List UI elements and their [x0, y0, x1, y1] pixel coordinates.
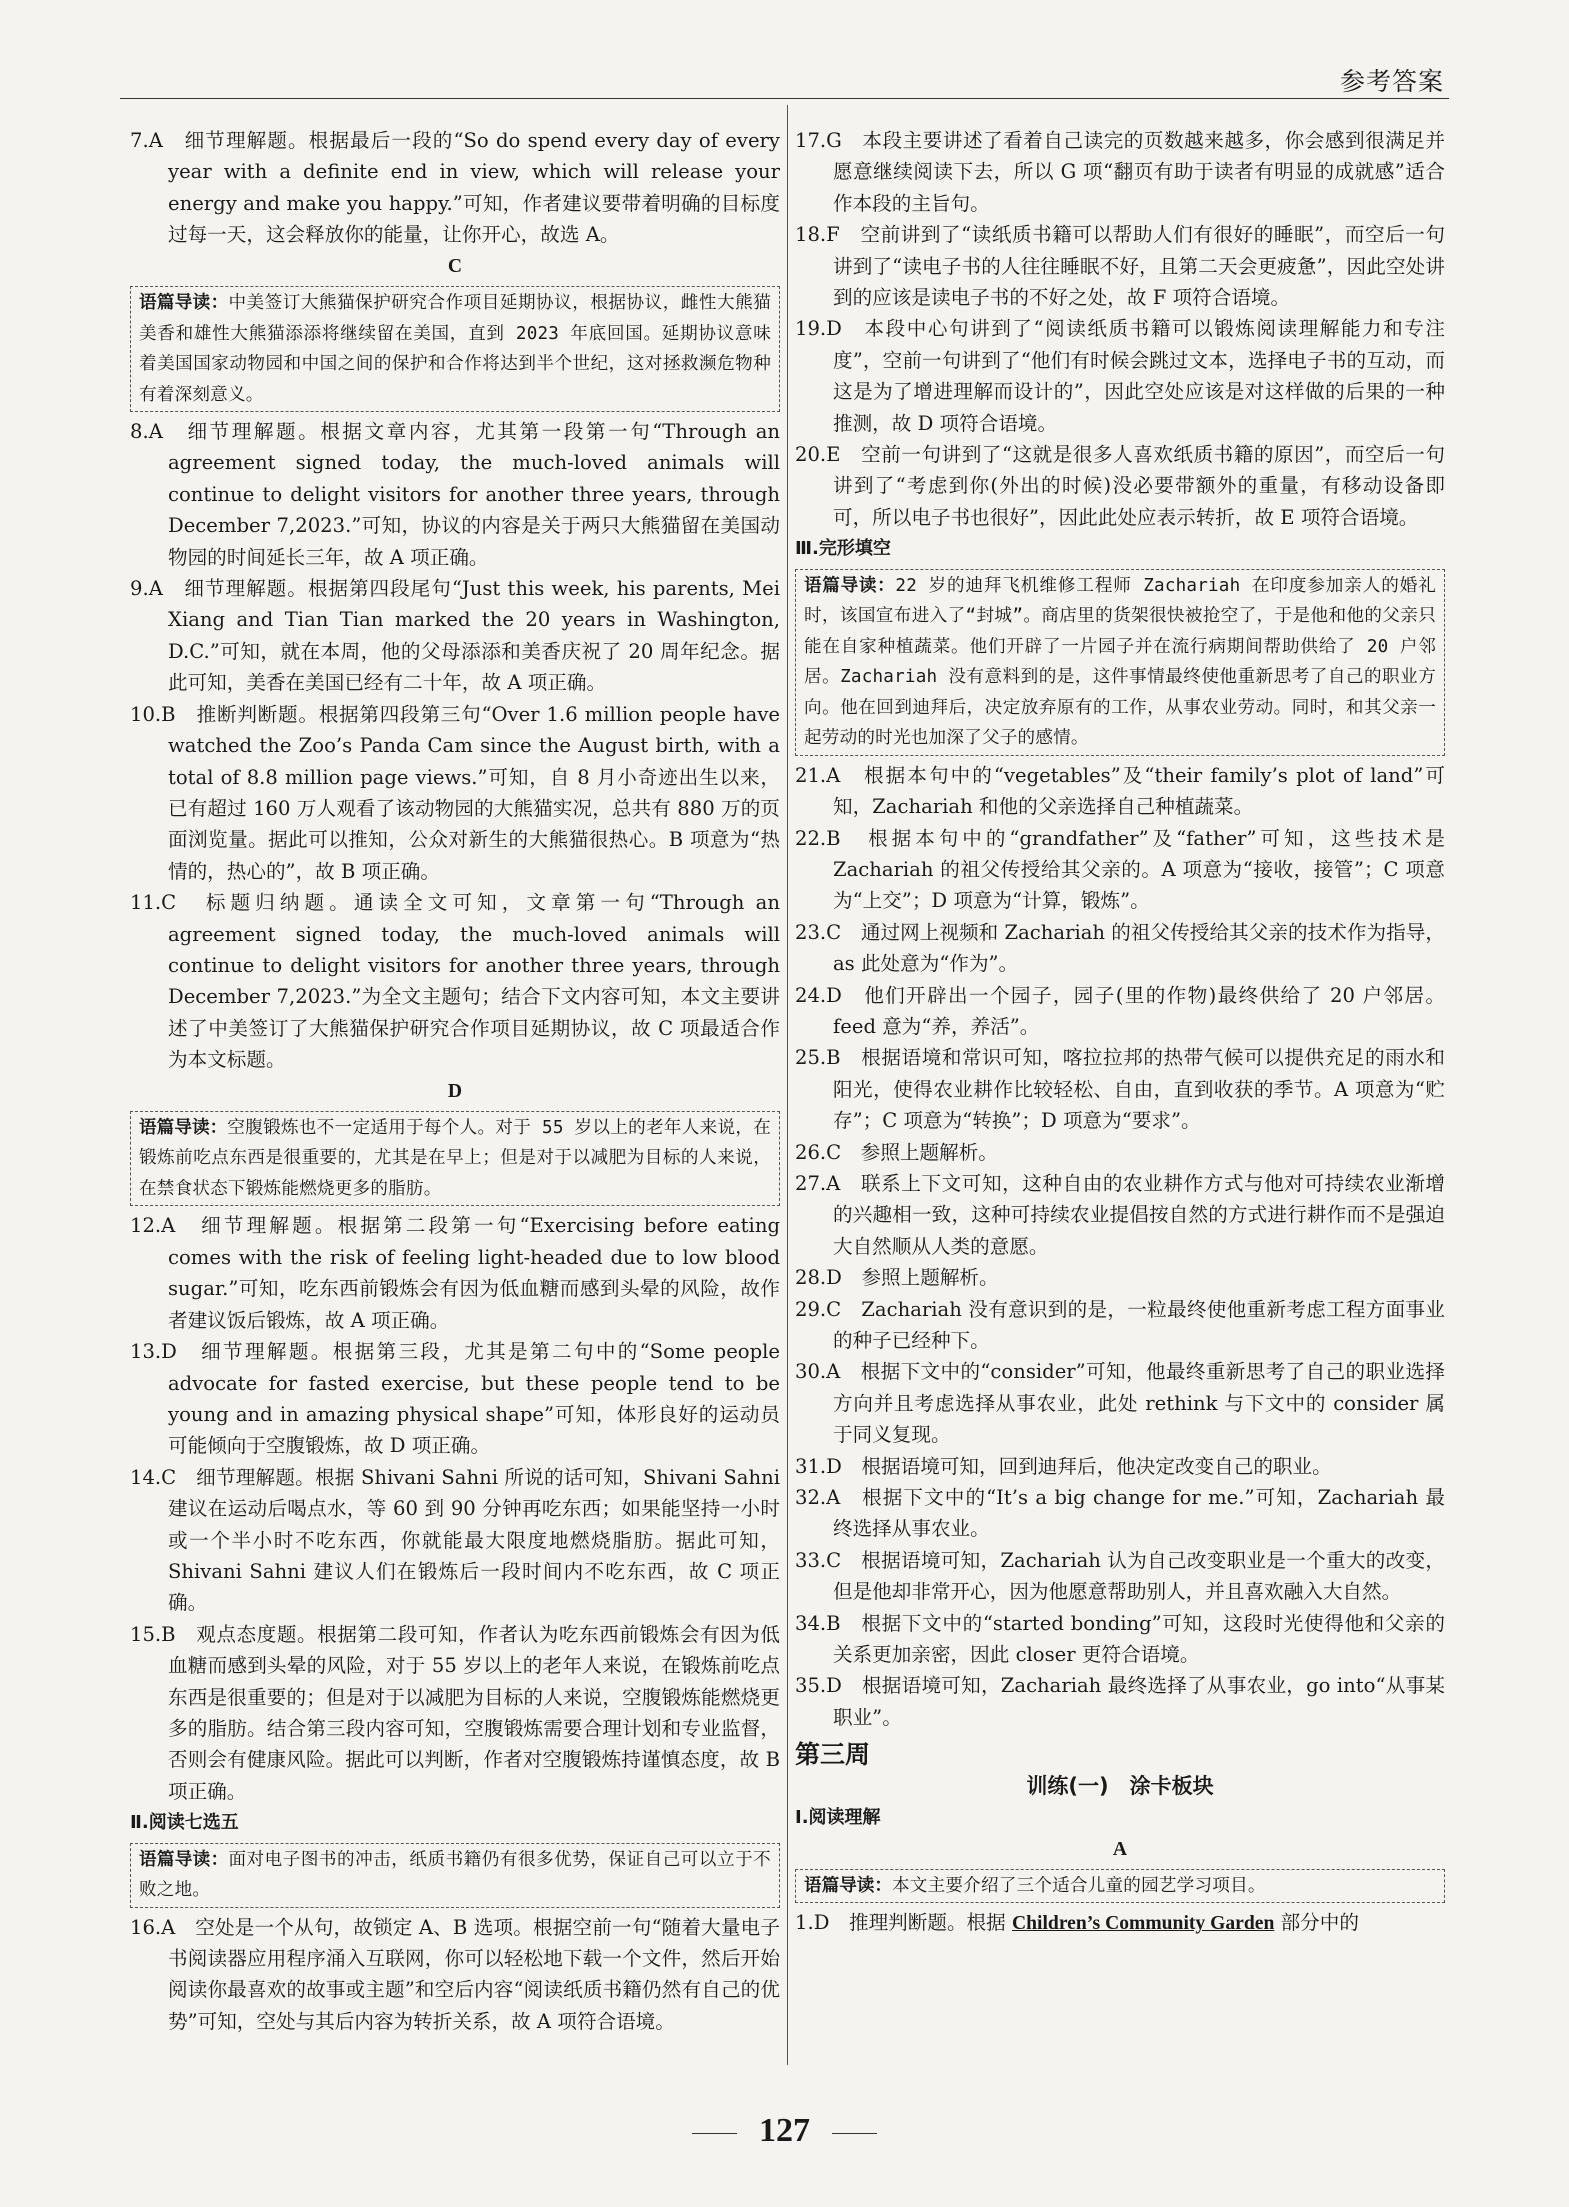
- answer-30: 30.A 根据下文中的“consider”可知，他最终重新思考了自己的职业选择方向并且考虑选择从事农业，此处 rethink 与下文中的 consider 属于同义复现。: [795, 1360, 1445, 1447]
- guide-text: 22 岁的迪拜飞机维修工程师 Zachariah 在印度参加亲人的婚礼时，该国宣布进入了“封城”。商店里的货架很快被抢空了，于是他和他的父亲只能在自家种植蔬菜。他们开辟了一片园子并在流行病期间帮助供给了 20 户邻居。Zachariah 没有意料到的是，这件事情最终使他重新思考了自己的职业方向。他在回到迪拜后，决定放弃原有的工作，从事农业劳动。同时，和其父亲一起劳动的时光也加深了父子的感情。: [804, 575, 1436, 749]
- guide-text: 面对电子图书的冲击，纸质书籍仍有很多优势，保证自己可以立于不败之地。: [139, 1849, 771, 1901]
- guide-text: 中美签订大熊猫保护研究合作项目延期协议，根据协议，雌性大熊猫美香和雄性大熊猫添添将继续留在美国，直到 2023 年底回国。延期协议意味着美国国家动物园和中国之间的保护和合作将达到半个世纪，这对拯救濒危物种有着深刻意义。: [139, 293, 771, 405]
- answer-22: 22.B 根据本句中的“grandfather”及“father”可知，这些技术是 Zachariah 的祖父传授给其父亲的。A 项意为“接收，接管”；C 项意为“上交”；D 项意为“计算，锻炼”。: [795, 826, 1445, 913]
- answer-25: 25.B 根据语境和常识可知，喀拉拉邦的热带气候可以提供充足的雨水和阳光，使得农业耕作比较轻松、自由，直到收获的季节。A 项意为“贮存”；C 项意为“转换”；D 项意为“要求”。: [795, 1046, 1445, 1133]
- answer-19: 19.D 本段中心句讲到了“阅读纸质书籍可以锻炼阅读理解能力和专注度”，空前一句讲到了“他们有时候会跳过文本，选择电子书的互动，而这是为了增进理解而设计的”，因此空处应该是对这样做的后果的一种推测，故 D 项符合语境。: [795, 317, 1445, 435]
- guide-text: 空腹锻炼也不一定适用于每个人。对于 55 岁以上的老年人来说，在锻炼前吃点东西是很重要的，尤其是在早上；但是对于以减肥为目标的人来说，在禁食状态下锻炼能燃烧更多的脂肪。: [139, 1117, 771, 1199]
- answer-17: 17.G 本段主要讲述了看着自己读完的页数越来越多，你会感到很满足并愿意继续阅读下去，所以 G 项“翻页有助于读者有明显的成就感”适合作本段的主旨句。: [795, 129, 1445, 215]
- answer-28: 28.D 参照上题解析。: [795, 1266, 999, 1290]
- section-heading-3: Ⅲ.完形填空: [795, 538, 891, 560]
- section-heading-1: Ⅰ.阅读理解: [795, 1807, 881, 1829]
- answer-21: 21.A 根据本句中的“vegetables”及“their family’s plot of land”可知，Zachariah 和他的父亲选择自己种植蔬菜。: [795, 763, 1445, 819]
- page-number: [0, 2112, 1569, 2150]
- header-rule: [120, 98, 1449, 99]
- guide-tag: 语篇导读：: [139, 1117, 228, 1138]
- answer-12: 12.A 细节理解题。根据第二段第一句“Exercising before eating comes with the risk of feeling light-headed due to low blood sugar.”可知，吃东西前锻炼会有因为低血糖而感到头晕的风险，故作者建议饭后锻炼，故 A 项正确。: [130, 1214, 780, 1332]
- answer-15: 15.B 观点态度题。根据第二段可知，作者认为吃东西前锻炼会有因为低血糖而感到头晕的风险，对于 55 岁以上的老年人来说，在锻炼前吃点东西是很重要的；但是对于以减肥为目标的人来说，空腹锻炼能燃烧更多的脂肪。结合第三段内容可知，空腹锻炼需要合理计划和专业监督，否则会有健康风险。据此可以判断，作者对空腹锻炼持谨慎态度，故 B 项正确。: [130, 1622, 780, 1803]
- answer-1-prefix: 1.D 推理判断题。根据: [795, 1911, 1012, 1935]
- answer-33: 33.C 根据语境可知，Zachariah 认为自己改变职业是一个重大的改变，但是他却非常开心，因为他愿意帮助别人，并且喜欢融入大自然。: [795, 1548, 1445, 1604]
- passage-guide-a: [795, 1869, 1445, 1904]
- page-number-dash-right: [832, 2133, 877, 2134]
- answer-13: 13.D 细节理解题。根据第三段，尤其是第二句中的“Some people advocate for fasted exercise, but these people tend to be young and in amazing physical shape”可知，体形良好的运动员可能倾向于空腹锻炼，故 D 项正确。: [130, 1340, 780, 1458]
- answer-20: 20.E 空前一句讲到了“这就是很多人喜欢纸质书籍的原因”，而空后一句讲到了“考虑到你(外出的时候)没必要带额外的重量，有移动设备即可，所以电子书也很好”，因此此处应表示转折，故 E 项符合语境。: [795, 443, 1445, 529]
- answer-9: 9.A 细节理解题。根据第四段尾句“Just this week, his parents, Mei Xiang and Tian Tian marked the 20 years in Washington, D.C.”可知，就在本周，他的父母添添和美香庆祝了 20 周年纪念。据此可知，美香在美国已经有二十年，故 A 项正确。: [130, 577, 780, 695]
- answer-27: 27.A 联系上下文可知，这种自由的农业耕作方式与他对可持续农业渐增的兴趣相一致，这种可持续农业提倡按自然的方式进行耕作而不是强迫大自然顺从人类的意愿。: [795, 1171, 1445, 1258]
- right-column: [795, 125, 1445, 1940]
- answer-34: 34.B 根据下文中的“started bonding”可知，这段时光使得他和父亲的关系更加亲密，因此 closer 更符合语境。: [795, 1611, 1445, 1667]
- passage-guide-d: [130, 1111, 780, 1207]
- answer-26: 26.C 参照上题解析。: [795, 1140, 998, 1164]
- passage-heading-d: D: [447, 1080, 463, 1102]
- guide-tag: 语篇导读：: [139, 293, 229, 314]
- answer-7: 7.A 细节理解题。根据最后一段的“So do spend every day of every year with a definite end in view, which will release your energy and make you happy.”可知，作者建议要带着明确的目标度过每一天，这会释放你的能量，让你开心，故选 A。: [130, 129, 780, 247]
- answer-1: [795, 1907, 1445, 1939]
- passage-guide-3: [795, 569, 1445, 756]
- guide-text: 本文主要介绍了三个适合儿童的园艺学习项目。: [891, 1875, 1266, 1896]
- answer-18: 18.F 空前讲到了“读纸质书籍可以帮助人们有很好的睡眠”，而空后一句讲到了“读电子书的人往往睡眠不好，且第二天会更疲惫”，因此空处讲到的应该是读电子书的不好之处，故 F 项符合语境。: [795, 223, 1445, 310]
- page-header-title: 参考答案: [1339, 67, 1444, 96]
- page-number-dash-left: [692, 2133, 737, 2134]
- answer-10: 10.B 推断判断题。根据第四段第三句“Over 1.6 million people have watched the Zoo’s Panda Cam since the August birth, with a total of 8.8 million page views.”可知，自 8 月小奇迹出生以来，已有超过 160 万人观看了该动物园的大熊猫实况，总共有 880 万的页面浏览量。据此可以推知，公众对新生的大熊猫很热心。B 项意为“热情的，热心的”，故 B 项正确。: [130, 702, 780, 883]
- answer-16: 16.A 空处是一个从句，故锁定 A、B 选项。根据空前一句“随着大量电子书阅读器应用程序涌入互联网，你可以轻松地下载一个文件，然后开始阅读你最喜欢的故事或主题”和空后内容“阅读纸质书籍仍然有自己的优势”可知，空处与其后内容为转折关系，故 A 项符合语境。: [130, 1915, 780, 2033]
- guide-tag: 语篇导读：: [804, 575, 896, 596]
- answer-32: 32.A 根据下文中的“It’s a big change for me.”可知，Zachariah 最终选择从事农业。: [795, 1486, 1445, 1541]
- passage-heading-c: C: [447, 255, 463, 277]
- answer-1-bold-title: Children’s Community Garden: [1011, 1913, 1275, 1935]
- answer-23: 23.C 通过网上视频和 Zachariah 的祖父传授给其父亲的技术作为指导，as 此处意为“作为”。: [795, 920, 1445, 976]
- answer-8: 8.A 细节理解题。根据文章内容，尤其第一段第一句“Through an agreement signed today, the much-loved animals will continue to delight visitors for another three years, through December 7,2023.”可知，协议的内容是关于两只大熊猫留在美国动物园的时间延长三年，故 A 项正确。: [130, 420, 780, 569]
- training-heading: 训练(一) 涂卡板块: [1026, 1773, 1214, 1798]
- passage-guide-c: [130, 286, 780, 412]
- left-column: [130, 125, 780, 2037]
- guide-tag: 语篇导读：: [804, 1875, 892, 1896]
- column-divider: [787, 105, 788, 2065]
- week-heading: 第三周: [795, 1740, 871, 1770]
- answer-24: 24.D 他们开辟出一个园子，园子(里的作物)最终供给了 20 户邻居。feed 意为“养，养活”。: [795, 983, 1445, 1038]
- answer-1-suffix: 部分中的: [1274, 1911, 1359, 1935]
- guide-tag: 语篇导读：: [139, 1849, 229, 1870]
- answer-31: 31.D 根据语境可知，回到迪拜后，他决定改变自己的职业。: [795, 1454, 1332, 1478]
- passage-guide-2: [130, 1843, 780, 1908]
- passage-heading-a: A: [1112, 1838, 1128, 1860]
- answer-29: 29.C Zachariah 没有意识到的是，一粒最终使他重新考虑工程方面事业的种子已经种下。: [795, 1297, 1445, 1352]
- page-number-text: 127: [759, 2112, 810, 2149]
- answer-14: 14.C 细节理解题。根据 Shivani Sahni 所说的话可知，Shivani Sahni 建议在运动后喝点水，等 60 到 90 分钟再吃东西；如果能坚持一小时或一个半小时不吃东西，你就能最大限度地燃烧脂肪。据此可知，Shivani Sahni 建议人们在锻炼后一段时间内不吃东西，故 C 项正确。: [130, 1465, 780, 1615]
- section-heading-2: Ⅱ.阅读七选五: [130, 1812, 239, 1834]
- answer-35: 35.D 根据语境可知，Zachariah 最终选择了从事农业，go into“从事某职业”。: [795, 1674, 1445, 1729]
- answer-11: 11.C 标题归纳题。通读全文可知，文章第一句“Through an agreement signed today, the much-loved animals will continue to delight visitors for another three years, through December 7,2023.”为全文主题句；结合下文内容可知，本文主要讲述了中美签订了大熊猫保护研究合作项目延期协议，故 C 项最适合作为本文标题。: [130, 891, 780, 1072]
